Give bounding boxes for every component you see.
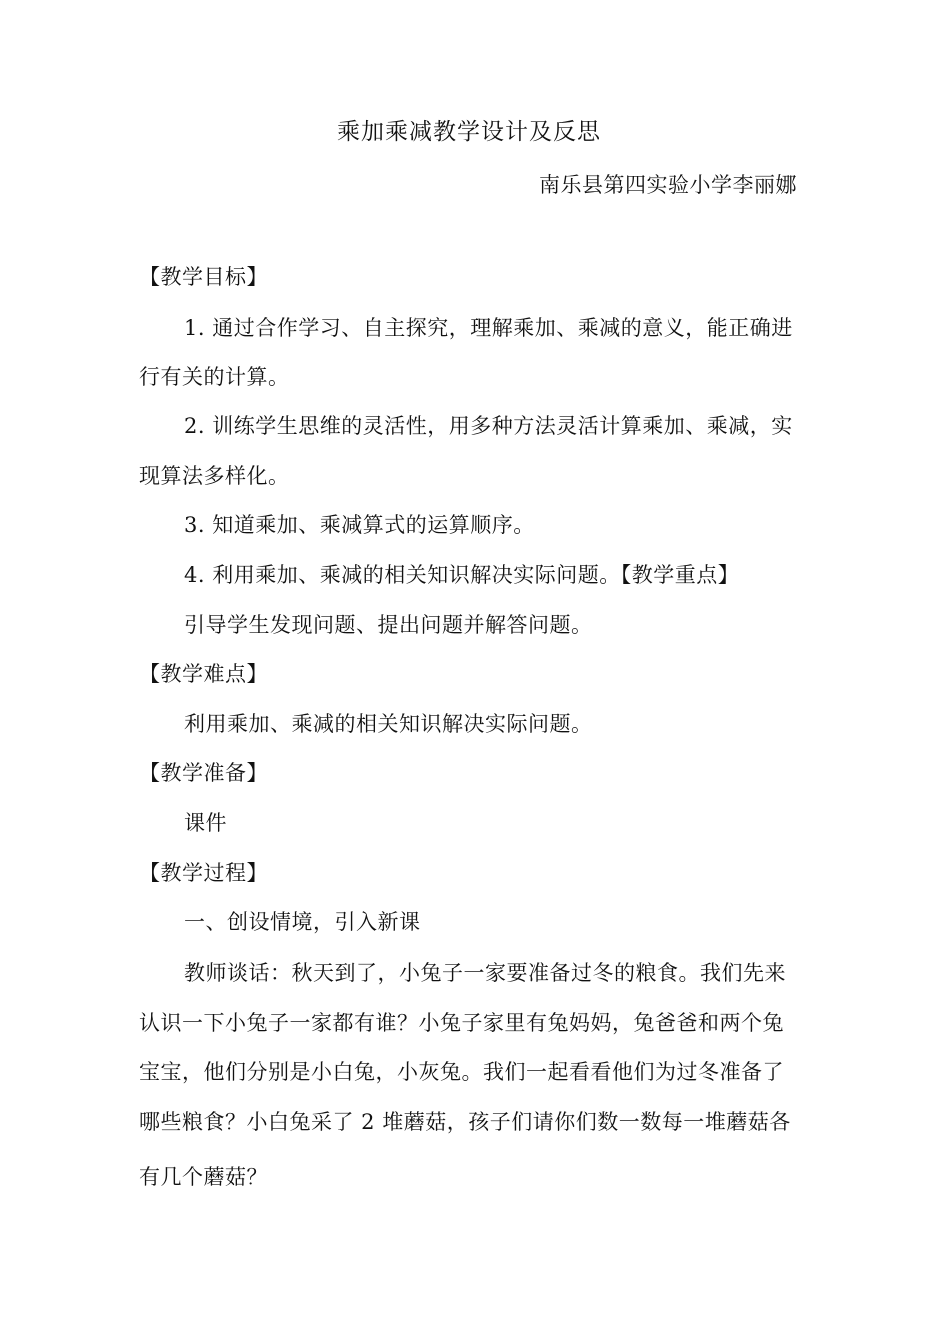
preparation-heading: 【教学准备】 (139, 761, 268, 785)
objective-4-and-key-point-heading: 4. 利用乘加、乘减的相关知识解决实际问题。【教学重点】 (184, 563, 740, 587)
dialogue-line-2: 认识一下小兔子一家都有谁？小兔子家里有兔妈妈，兔爸爸和两个兔 (139, 1011, 784, 1035)
preparation-text: 课件 (184, 811, 227, 835)
document-title: 乘加乘减教学设计及反思 (337, 119, 601, 145)
author-line: 南乐县第四实验小学李丽娜 (539, 173, 797, 197)
dialogue-line-3: 宝宝，他们分别是小白兔，小灰兔。我们一起看看他们为过冬准备了 (139, 1060, 784, 1084)
dialogue-line-4: 哪些粮食？小白兔采了 2 堆蘑菇，孩子们请你们数一数每一堆蘑菇各 (139, 1110, 791, 1134)
dialogue-line-5: 有几个蘑菇？ (139, 1165, 268, 1189)
objective-3: 3. 知道乘加、乘减算式的运算顺序。 (184, 513, 535, 537)
objective-1-line-1: 1. 通过合作学习、自主探究，理解乘加、乘减的意义，能正确进 (184, 316, 793, 340)
process-heading: 【教学过程】 (139, 861, 268, 885)
key-point-text: 引导学生发现问题、提出问题并解答问题。 (184, 613, 593, 637)
difficulty-text: 利用乘加、乘减的相关知识解决实际问题。 (184, 712, 593, 736)
objectives-heading: 【教学目标】 (139, 265, 268, 289)
process-step-1: 一、创设情境，引入新课 (184, 910, 421, 934)
objective-2-line-1: 2. 训练学生思维的灵活性，用多种方法灵活计算乘加、乘减，实 (184, 414, 793, 438)
dialogue-line-1: 教师谈话：秋天到了，小兔子一家要准备过冬的粮食。我们先来 (184, 961, 786, 985)
objective-2-line-2: 现算法多样化。 (139, 464, 290, 488)
difficulty-heading: 【教学难点】 (139, 662, 268, 686)
objective-1-line-2: 行有关的计算。 (139, 365, 290, 389)
